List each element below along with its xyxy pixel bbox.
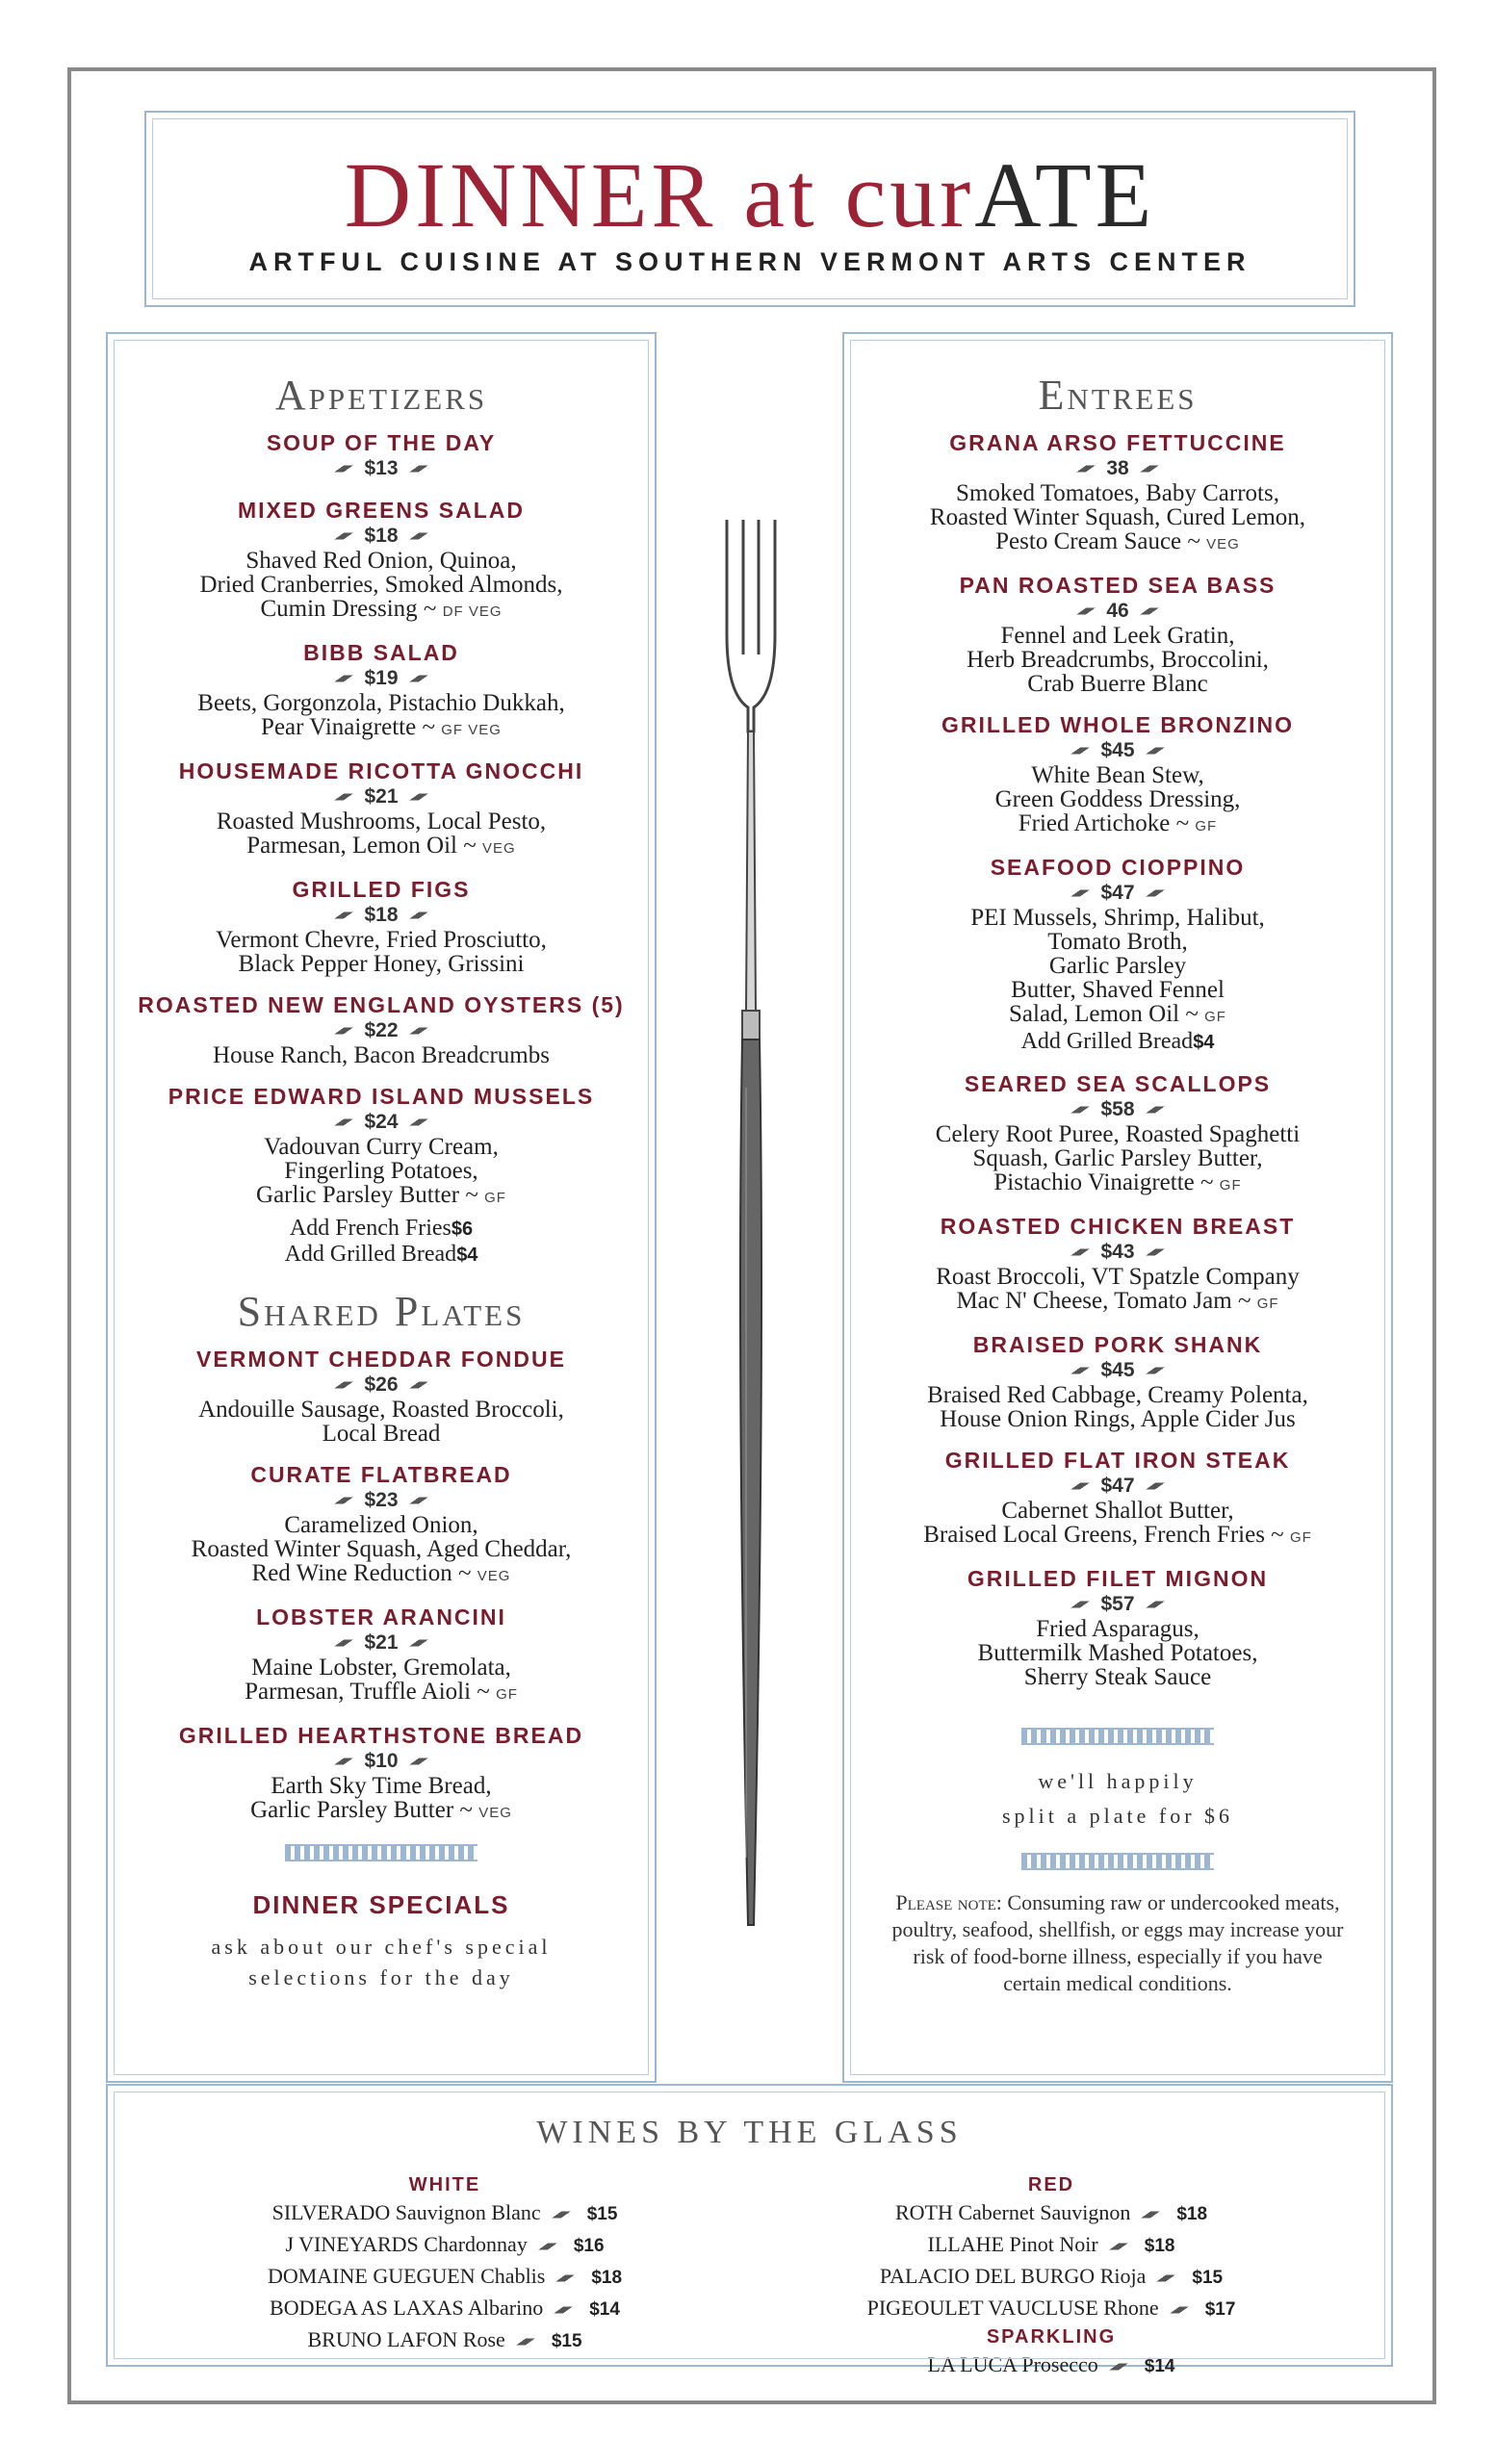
diamond-ornament-icon (408, 1119, 429, 1126)
item-price: $22 (364, 1019, 399, 1041)
wine-row (762, 2229, 1340, 2261)
item-name: GRILLED FILET MIGNON (967, 1566, 1269, 1591)
item-description-text: Earth Sky Time Bread, Garlic Parsley Butter ~ (250, 1773, 492, 1823)
item-description (844, 1122, 1391, 1197)
rope-divider (285, 1844, 477, 1861)
item-name: PAN ROASTED SEA BASS (959, 573, 1277, 598)
white-wines (156, 2172, 734, 2356)
dietary-tag: VEG (477, 1568, 511, 1584)
dietary-tag: GF (1256, 1296, 1279, 1312)
item-price-line (108, 1018, 655, 1043)
item-description (108, 928, 655, 976)
item-price-line (108, 903, 655, 928)
item-name: LOBSTER ARANCINI (256, 1604, 506, 1630)
menu-item (844, 1331, 1391, 1431)
menu-item (108, 757, 655, 860)
diamond-ornament-icon (1070, 1249, 1091, 1256)
item-description (844, 1265, 1391, 1316)
rope-divider (1021, 1853, 1214, 1870)
menu-item (108, 1722, 655, 1825)
wine-label: SILVERADO Sauvignon Blanc (271, 2200, 541, 2224)
sparkling-wine-list (762, 2349, 1340, 2381)
item-name: BIBB SALAD (303, 640, 459, 665)
item-price: $47 (1100, 1475, 1135, 1497)
diamond-ornament-icon (408, 1640, 429, 1647)
dietary-tag: GF (1219, 1177, 1242, 1194)
diamond-ornament-icon (333, 1119, 354, 1126)
menu-item (844, 854, 1391, 1055)
item-description-text: House Ranch, Bacon Breadcrumbs (213, 1042, 550, 1068)
menu-item (844, 1447, 1391, 1550)
addon-price: $4 (1193, 1032, 1215, 1053)
item-description (108, 1398, 655, 1446)
item-price-line (108, 1630, 655, 1656)
dietary-tag: GF (1204, 1009, 1226, 1025)
menu-item (844, 1213, 1391, 1316)
menu-item (844, 1565, 1391, 1689)
item-price: $10 (364, 1750, 399, 1772)
item-price: $18 (364, 904, 399, 926)
dietary-tag: VEG (1206, 536, 1240, 552)
wine-label: DOMAINE GUEGUEN Chablis (267, 2264, 546, 2288)
menu-item (108, 991, 655, 1067)
split-line-2: split a plate for $6 (1001, 1804, 1234, 1828)
item-price: $19 (364, 667, 399, 689)
diamond-ornament-icon (408, 1028, 429, 1035)
item-name: VERMONT CHEDDAR FONDUE (196, 1347, 566, 1372)
wine-label: BRUNO LAFON Rose (307, 2327, 505, 2351)
diamond-ornament-icon (1145, 1368, 1166, 1374)
wine-price: $17 (1204, 2299, 1236, 2320)
item-price-line (108, 1110, 655, 1135)
wine-row (156, 2293, 734, 2324)
shared-plates-list (108, 1346, 655, 1825)
item-name: SEAFOOD CIOPPINO (990, 855, 1246, 880)
diamond-ornament-icon (1145, 890, 1166, 897)
diamond-ornament-icon (1070, 1368, 1091, 1374)
item-name: GRILLED WHOLE BRONZINO (941, 712, 1294, 737)
item-description (844, 1617, 1391, 1689)
item-price-line (844, 456, 1391, 481)
appetizers-addons (108, 1216, 655, 1268)
diamond-ornament-icon (333, 1640, 354, 1647)
item-price: $45 (1100, 739, 1135, 761)
item-price: 38 (1106, 457, 1129, 479)
wine-row (762, 2349, 1340, 2381)
diamond-ornament-icon (1070, 1483, 1091, 1490)
dietary-tag: DF VEG (442, 603, 503, 620)
item-addon (844, 1029, 1391, 1055)
addon-label: Add French Fries (289, 1216, 451, 1241)
item-description (108, 1656, 655, 1707)
item-name: PRICE EDWARD ISLAND MUSSELS (168, 1084, 595, 1109)
diamond-ornament-icon (1070, 1107, 1091, 1114)
dietary-tag: VEG (478, 1805, 512, 1821)
item-price-line (844, 881, 1391, 906)
addon-row (108, 1242, 655, 1268)
diamond-ornament-icon (1155, 2274, 1176, 2281)
diamond-ornament-icon (1108, 2243, 1129, 2249)
item-description-text: Fennel and Leek Gratin, Herb Breadcrumbs, Broccolini, Crab Buerre Blanc (967, 623, 1269, 697)
diamond-ornament-icon (333, 1028, 354, 1035)
menu-item (108, 639, 655, 742)
item-price-line (844, 1358, 1391, 1383)
wine-label: J VINEYARDS Chardonnay (285, 2232, 528, 2256)
diamond-ornament-icon (1070, 1602, 1091, 1608)
item-description-text: Braised Red Cabbage, Creamy Polenta, House Onion Rings, Apple Cider Jus (927, 1382, 1308, 1432)
addon-label: Add Grilled Bread (284, 1242, 457, 1267)
menu-item (108, 1346, 655, 1446)
diamond-ornament-icon (408, 533, 429, 540)
diamond-ornament-icon (1140, 2211, 1161, 2218)
item-price-line (108, 1373, 655, 1398)
item-description-text: Cabernet Shallot Butter, Braised Local Greens, French Fries ~ (923, 1498, 1284, 1548)
wine-label: ILLAHE Pinot Noir (927, 2232, 1098, 2256)
item-description (844, 906, 1391, 1029)
item-description (108, 549, 655, 624)
item-description-text: Roast Broccoli, VT Spatzle Company Mac N' Cheese, Tomato Jam ~ (936, 1264, 1300, 1314)
item-description (108, 1135, 655, 1210)
white-title: WHITE (408, 2174, 481, 2195)
wine-label: PALACIO DEL BURGO Rioja (879, 2264, 1147, 2288)
right-column (842, 332, 1393, 2083)
item-description (108, 1774, 655, 1825)
item-description-text: Smoked Tomatoes, Baby Carrots, Roasted Winter Squash, Cured Lemon, Pesto Cream Sauce ~ (929, 480, 1306, 554)
diamond-ornament-icon (408, 1382, 429, 1389)
menu-item (844, 572, 1391, 696)
item-name: BRAISED PORK SHANK (972, 1332, 1263, 1357)
dietary-tag: GF (484, 1190, 506, 1206)
wine-label: BODEGA AS LAXAS Albarino (270, 2296, 544, 2320)
item-name: SEARED SEA SCALLOPS (964, 1071, 1272, 1096)
item-description-text: Maine Lobster, Gremolata, Parmesan, Truffle Aioli ~ (245, 1655, 511, 1705)
item-price: $57 (1100, 1593, 1135, 1615)
split-plate-note (844, 1764, 1391, 1834)
item-price: $26 (364, 1373, 399, 1396)
left-column (106, 332, 657, 2083)
item-price-line (108, 784, 655, 809)
entrees-list (844, 429, 1391, 1689)
diamond-ornament-icon (333, 912, 354, 919)
diamond-ornament-icon (333, 466, 354, 473)
menu-subtitle: ARTFUL CUISINE AT SOUTHERN VERMONT ARTS CENTER (248, 247, 1251, 276)
item-description-text: Roasted Mushrooms, Local Pesto, Parmesan, Lemon Oil ~ (216, 808, 547, 859)
menu-title (146, 141, 1354, 248)
diamond-ornament-icon (408, 1498, 429, 1504)
diamond-ornament-icon (555, 2274, 576, 2281)
appetizers-title: Appetizers (274, 372, 488, 419)
menu-item (108, 1083, 655, 1210)
item-name: ROASTED NEW ENGLAND OYSTERS (5) (138, 992, 625, 1017)
appetizers-list (108, 429, 655, 1210)
item-price-line (108, 666, 655, 691)
diamond-ornament-icon (1139, 608, 1160, 615)
wine-price: $18 (1144, 2236, 1175, 2256)
menu-item (844, 429, 1391, 556)
diamond-ornament-icon (1075, 608, 1096, 615)
diamond-ornament-icon (1169, 2306, 1190, 2313)
wine-price: $18 (1176, 2204, 1208, 2224)
title-part-dark: ATE (974, 143, 1156, 246)
item-description-text: Fried Asparagus, Buttermilk Mashed Potatoes, Sherry Steak Sauce (977, 1616, 1258, 1690)
red-wine-list (762, 2197, 1340, 2324)
menu-item (844, 711, 1391, 838)
item-description-text: White Bean Stew, Green Goddess Dressing, Fried Artichoke ~ (994, 762, 1241, 836)
diamond-ornament-icon (553, 2306, 574, 2313)
diamond-ornament-icon (333, 1382, 354, 1389)
item-price-line (844, 1592, 1391, 1617)
diamond-ornament-icon (408, 466, 429, 473)
item-price: $13 (364, 457, 399, 479)
wine-label: PIGEOULET VAUCLUSE Rhone (866, 2296, 1159, 2320)
note-text: Consuming raw or undercooked meats, poultry, seafood, shellfish, or eggs may increase your risk of food-borne illness, especially if you have certain medical conditions. (891, 1890, 1344, 1995)
item-name: HOUSEMADE RICOTTA GNOCCHI (178, 758, 584, 783)
diamond-ornament-icon (1145, 1107, 1166, 1114)
item-price: $24 (364, 1111, 399, 1133)
title-part-red: DINNER at cur (344, 143, 975, 246)
item-price-line (844, 1240, 1391, 1265)
wine-row (762, 2261, 1340, 2293)
entrees-title: Entrees (1038, 372, 1198, 419)
item-price: $23 (364, 1489, 399, 1511)
diamond-ornament-icon (1145, 748, 1166, 755)
diamond-ornament-icon (1145, 1249, 1166, 1256)
red-title: RED (1027, 2174, 1075, 2195)
item-name: GRILLED FLAT IRON STEAK (944, 1448, 1291, 1473)
item-price: $47 (1100, 882, 1135, 904)
item-name: ROASTED CHICKEN BREAST (940, 1214, 1296, 1239)
white-wine-list (156, 2197, 734, 2356)
item-description-text: PEI Mussels, Shrimp, Halibut, Tomato Broth, Garlic Parsley Butter, Shaved Fennel Salad, Lemon Oil ~ (970, 905, 1265, 1027)
diamond-ornament-icon (1139, 466, 1160, 473)
rope-divider (1021, 1728, 1214, 1745)
wine-row (156, 2197, 734, 2229)
item-price-line (844, 1474, 1391, 1499)
item-description (108, 809, 655, 860)
diamond-ornament-icon (333, 1758, 354, 1765)
wine-row (156, 2324, 734, 2356)
dietary-tag: GF (1289, 1529, 1312, 1546)
diamond-ornament-icon (1145, 1483, 1166, 1490)
wine-row (156, 2261, 734, 2293)
item-description (844, 763, 1391, 838)
diamond-ornament-icon (551, 2211, 572, 2218)
note-lead: Please note: (895, 1890, 1002, 1914)
dietary-tag: GF VEG (441, 722, 502, 738)
menu-item (108, 1604, 655, 1707)
shared-plates-title: Shared Plates (237, 1288, 526, 1335)
item-price-line (108, 524, 655, 549)
wines-title: WINES BY THE GLASS (536, 2115, 963, 2150)
diamond-ornament-icon (408, 794, 429, 801)
item-price-line (108, 1488, 655, 1513)
item-description-text: Caramelized Onion, Roasted Winter Squash, Aged Cheddar, Red Wine Reduction ~ (191, 1512, 572, 1586)
item-price: $58 (1100, 1098, 1135, 1120)
item-description-text: Vadouvan Curry Cream, Fingerling Potatoes, Garlic Parsley Butter ~ (256, 1134, 499, 1208)
item-price-line (108, 1749, 655, 1774)
item-description (844, 1499, 1391, 1550)
item-description (108, 1513, 655, 1588)
wine-row (156, 2229, 734, 2261)
wine-row (762, 2293, 1340, 2324)
addon-row (108, 1216, 655, 1242)
item-name: CURATE FLATBREAD (250, 1462, 512, 1487)
menu-item (108, 429, 655, 481)
item-description (108, 691, 655, 742)
wine-price: $18 (591, 2268, 623, 2288)
split-line-1: we'll happily (1038, 1769, 1198, 1793)
diamond-ornament-icon (408, 1758, 429, 1765)
item-price: $21 (364, 1631, 399, 1654)
wine-price: $14 (589, 2299, 620, 2320)
diamond-ornament-icon (1108, 2363, 1129, 2370)
diamond-ornament-icon (408, 676, 429, 682)
wine-price: $16 (573, 2236, 605, 2256)
red-wines (762, 2172, 1340, 2381)
diamond-ornament-icon (333, 794, 354, 801)
diamond-ornament-icon (333, 676, 354, 682)
dietary-tag: GF (496, 1686, 518, 1703)
diamond-ornament-icon (515, 2338, 536, 2345)
item-name: GRILLED HEARTHSTONE BREAD (178, 1723, 584, 1748)
wine-price: $15 (1192, 2268, 1224, 2288)
item-price: $18 (364, 525, 399, 547)
item-price-line (844, 1097, 1391, 1122)
addon-label: Add Grilled Bread (1020, 1029, 1194, 1054)
menu-header (144, 111, 1355, 307)
health-note (844, 1889, 1391, 1997)
item-description (844, 481, 1391, 556)
item-description (844, 624, 1391, 696)
diamond-ornament-icon (333, 1498, 354, 1504)
item-description-text: Shaved Red Onion, Quinoa, Dried Cranberries, Smoked Almonds, Cumin Dressing ~ (199, 548, 563, 622)
item-name: GRANA ARSO FETTUCCINE (949, 430, 1286, 455)
diamond-ornament-icon (1070, 890, 1091, 897)
fork-illustration (698, 510, 804, 1935)
wine-row (762, 2197, 1340, 2229)
item-description-text: Andouille Sausage, Roasted Broccoli, Local Bread (198, 1397, 564, 1447)
item-description (108, 1043, 655, 1067)
item-price: $43 (1100, 1241, 1135, 1263)
menu-item (844, 1070, 1391, 1197)
diamond-ornament-icon (1145, 1602, 1166, 1608)
addon-price: $6 (451, 1219, 474, 1240)
diamond-ornament-icon (537, 2243, 558, 2249)
item-price-line (844, 738, 1391, 763)
menu-item (108, 1461, 655, 1588)
item-price: $21 (364, 785, 399, 808)
wine-label: ROTH Cabernet Sauvignon (894, 2200, 1131, 2224)
menu-item (108, 876, 655, 976)
wine-label: LA LUCA Prosecco (927, 2352, 1098, 2376)
item-price: 46 (1106, 600, 1129, 622)
dinner-specials-text: ask about our chef's special selections for the day (211, 1935, 552, 1989)
sparkling-title: SPARKLING (986, 2326, 1117, 2348)
item-description-text: Beets, Gorgonzola, Pistachio Dukkah, Pear Vinaigrette ~ (197, 690, 565, 740)
diamond-ornament-icon (408, 912, 429, 919)
item-description-text: Celery Root Puree, Roasted Spaghetti Squash, Garlic Parsley Butter, Pistachio Vinaigrette ~ (935, 1121, 1301, 1195)
menu-item (108, 497, 655, 624)
addon-price: $4 (456, 1245, 478, 1266)
wines-section (106, 2084, 1393, 2376)
item-name: MIXED GREENS SALAD (238, 498, 525, 523)
diamond-ornament-icon (1075, 466, 1096, 473)
item-price: $45 (1100, 1359, 1135, 1381)
item-price-line (844, 599, 1391, 624)
dinner-specials-title: DINNER SPECIALS (252, 1890, 510, 1919)
diamond-ornament-icon (333, 533, 354, 540)
item-description (844, 1383, 1391, 1431)
diamond-ornament-icon (1070, 748, 1091, 755)
wine-price: $15 (551, 2331, 582, 2351)
dietary-tag: GF (1195, 818, 1218, 834)
dietary-tag: VEG (482, 840, 516, 857)
item-price-line (108, 456, 655, 481)
item-name: GRILLED FIGS (292, 877, 471, 902)
wine-price: $15 (586, 2204, 618, 2224)
wine-price: $14 (1144, 2356, 1175, 2376)
item-name: SOUP OF THE DAY (266, 430, 497, 455)
item-description-text: Vermont Chevre, Fried Prosciutto, Black Pepper Honey, Grissini (216, 927, 547, 977)
